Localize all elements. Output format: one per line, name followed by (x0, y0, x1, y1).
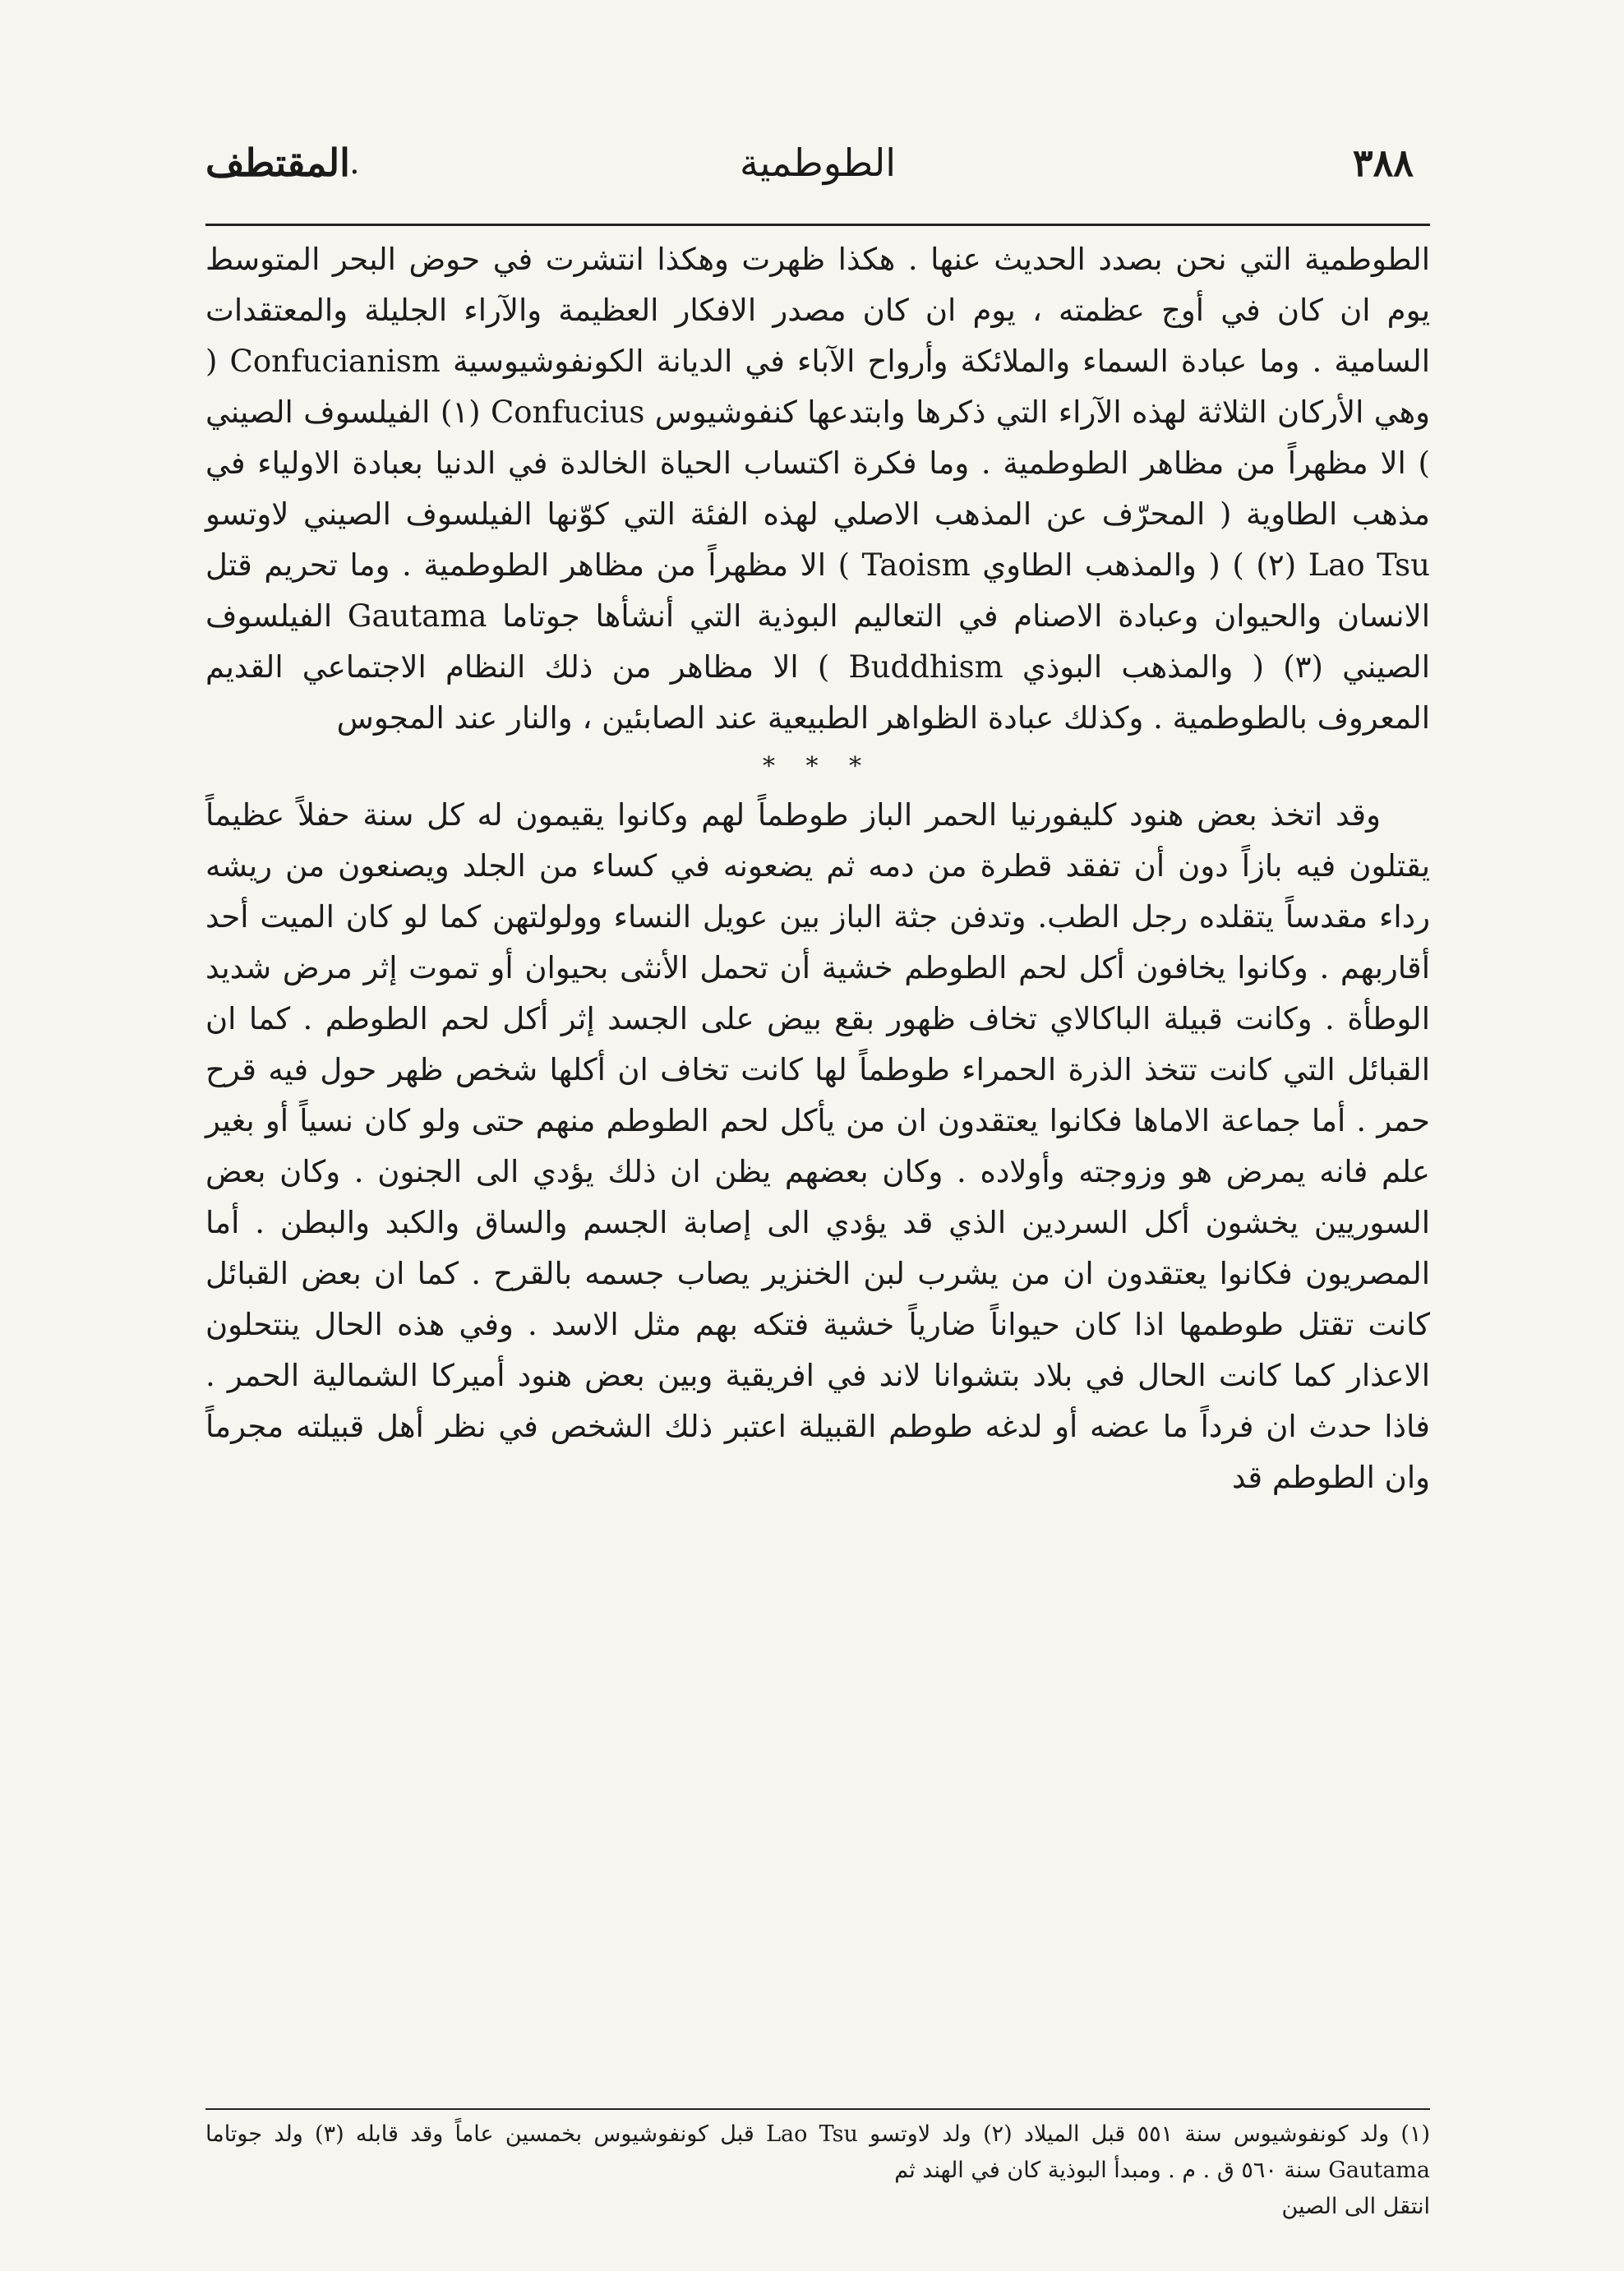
page-number: ٣٨٨ (1352, 141, 1414, 185)
header-separator: . (349, 144, 360, 182)
journal-title: المقتطف (205, 141, 350, 185)
header-rule (205, 224, 1430, 226)
footnote-line-1: (١) ولد كونفوشيوس سنة ٥٥١ قبل الميلاد (٢) ولد لاوتسو Lao Tsu قبل كونفوشيوس بخمسين عاماً وقد قابله (٣) ولد جوتاما Gautama سنة ٥٦٠ ق . م . ومبدأ البوذية كان في الهند ثم (205, 2121, 1430, 2183)
footnotes (205, 2116, 1430, 2225)
footnote-rule (205, 2108, 1430, 2110)
page (205, 123, 1431, 2219)
paragraph-2: وقد اتخذ بعض هنود كليفورنيا الحمر الباز طوطماً لهم وكانوا يقيمون له كل سنة حفلاً عظيماً يقتلون فيه بازاً دون أن تفقد قطرة من دمه ثم يضعونه في كساء من الجلد ويصنعون من ريشه رداء مقدساً يتقلده رجل الطب. وتدفن جثة الباز بين عويل النساء وولولتهن كما لو كان الميت أحد أقاربهم . وكانوا يخافون أكل لحم الطوطم خشية أن تحمل الأنثى بحيوان أو تموت إثر مرض شديد الوطأة . وكانت قبيلة الباكالاي تخاف ظهور بقع بيض على الجسد إثر أكل لحم الطوطم . كما ان القبائل التي كانت تتخذ الذرة الحمراء طوطماً لها كانت تخاف ان أكلها شخص ظهر حول فيه قرح حمر . أما جماعة الاماها فكانوا يعتقدون ان من يأكل لحم الطوطم منهم حتى ولو كان نسياً أو بغير علم فانه يمرض هو وزوجته وأولاده . وكان بعضهم يظن ان ذلك يؤدي الى الجنون . وكان بعض السوريين يخشون أكل السردين الذي قد يؤدي الى إصابة الجسم والساق والكبد والبطن . أما المصريون فكانوا يعتقدون ان من يشرب لبن الخنزير يصاب جسمه بالقرح . كما ان بعض القبائل كانت تقتل طوطمها اذا كان حيواناً ضارياً خشية فتكه بهم مثل الاسد . وفي هذه الحال ينتحلون الاعذار كما كانت الحال في بلاد بتشوانا لاند في افريقية وبين بعض هنود أميركا الشمالية الحمر . فاذا حدث ان فرداً ما عضه أو لدغه طوطم القبيلة اعتبر ذلك الشخص في نظر أهل قبيلته مجرماً وان الطوطم قد (205, 797, 1431, 1495)
section-separator-stars: * * * (762, 752, 874, 781)
paragraph-1: الطوطمية التي نحن بصدد الحديث عنها . هكذا ظهرت وهكذا انتشرت في حوض البحر المتوسط يوم ان كان في أوج عظمته ، يوم ان كان مصدر الافكار العظيمة والآراء الجليلة والمعتقدات السامية . وما عبادة السماء والملائكة وأرواح الآباء في الديانة الكونفوشيوسية Confucianism ( وهي الأركان الثلاثة لهذه الآراء التي ذكرها وابتدعها كنفوشيوس Confucius (١) الفيلسوف الصيني ) الا مظهراً من مظاهر الطوطمية . وما فكرة اكتساب الحياة الخالدة في الدنيا بعبادة الاولياء في مذهب الطاوية ( المحرّف عن المذهب الاصلي لهذه الفئة التي كوّنها الفيلسوف الصيني لاوتسو Lao Tsu (٢) ) ( والمذهب الطاوي Taoism ) الا مظهراً من مظاهر الطوطمية . وما تحريم قتل الانسان والحيوان وعبادة الاصنام في التعاليم البوذية التي أنشأها جوتاما Gautama الفيلسوف الصيني (٣) ( والمذهب البوذي Buddhism ) الا مظاهر من ذلك النظام الاجتماعي القديم المعروف بالطوطمية . وكذلك عبادة الظواهر الطبيعية عند الصابئين ، والنار عند المجوس (205, 242, 1430, 736)
body-text (205, 234, 1430, 1503)
running-header (205, 123, 1430, 197)
footnote-line-2: انتقل الى الصين (1281, 2194, 1430, 2219)
section-title: الطوطمية (739, 141, 897, 185)
